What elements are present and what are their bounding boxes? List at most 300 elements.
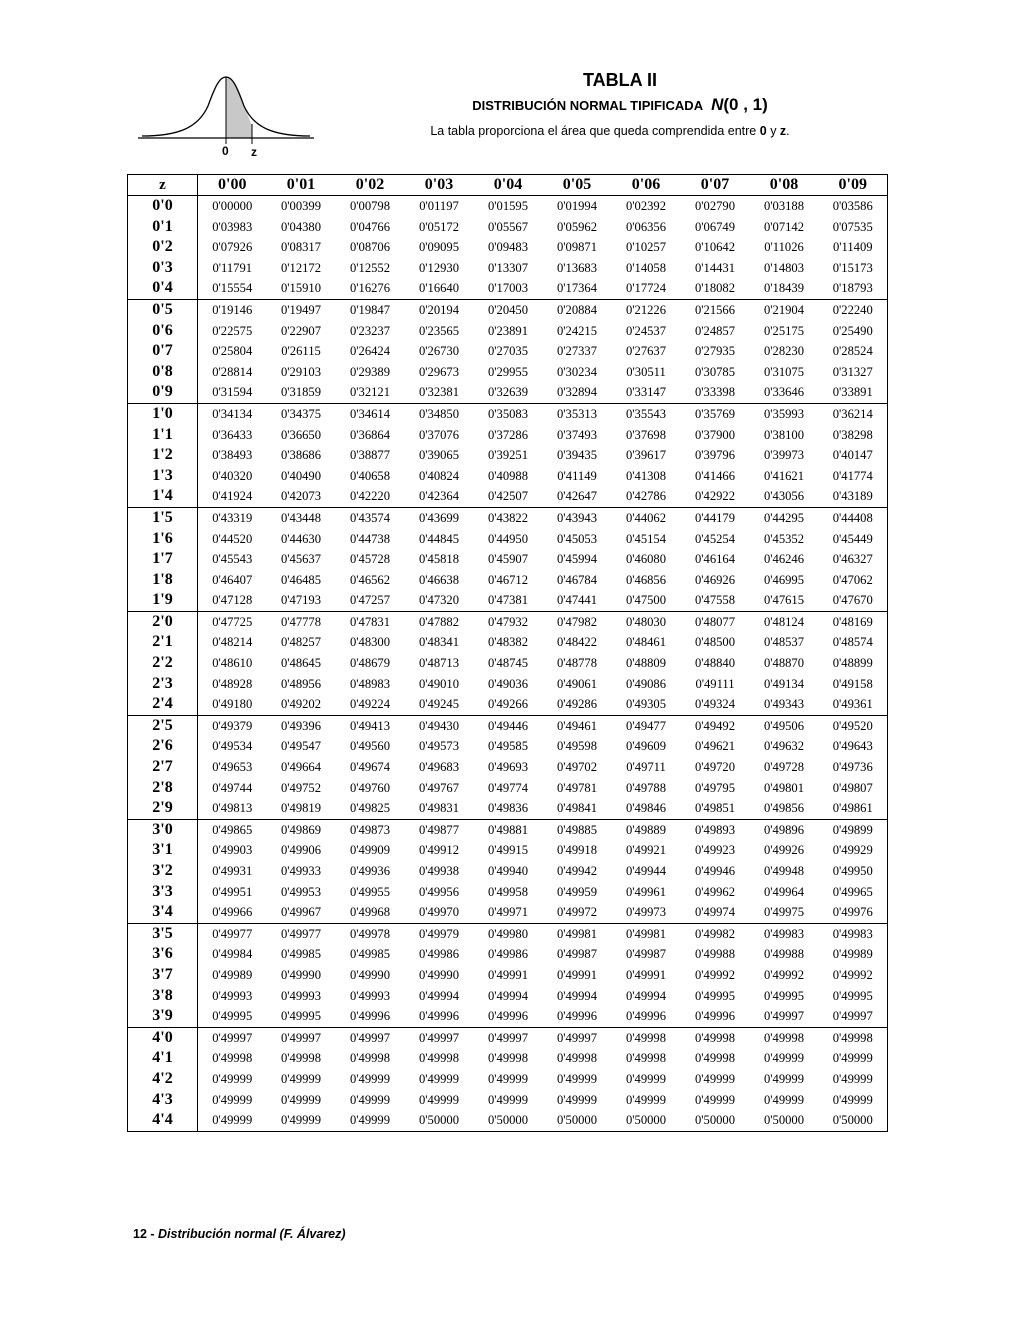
table-cell: 0'49996 bbox=[474, 1006, 543, 1027]
table-cell: 0'49903 bbox=[212, 843, 253, 858]
table-cell: 0'48124 bbox=[763, 614, 805, 629]
table-cell: 0'49906 bbox=[280, 843, 322, 858]
table-cell: 0'49909 bbox=[349, 843, 391, 858]
table-cell: 0'04380 bbox=[280, 219, 322, 234]
table-cell: 0'29389 bbox=[349, 364, 391, 379]
table-cell: 0'30785 bbox=[694, 364, 736, 379]
table-cell: 0'49889 bbox=[625, 822, 667, 837]
table-cell: 0'15173 bbox=[819, 258, 888, 279]
table-cell: 0'49693 bbox=[487, 760, 529, 775]
table-description bbox=[330, 124, 890, 138]
table-cell: 0'50000 bbox=[750, 1110, 819, 1131]
table-cell: 0'43056 bbox=[750, 486, 819, 507]
table-cell: 0'49997 bbox=[349, 1030, 391, 1045]
table-cell: 0'33147 bbox=[612, 382, 681, 403]
distribution-letter: N bbox=[711, 95, 724, 114]
table-row bbox=[128, 611, 888, 632]
table-cell: 0'49998 bbox=[625, 1051, 667, 1066]
table-cell: 0'47257 bbox=[336, 590, 405, 611]
table-cell: 0'15910 bbox=[267, 278, 336, 299]
table-cell: 0'49995 bbox=[819, 986, 888, 1007]
page-number: 12 bbox=[133, 1227, 147, 1241]
table-cell: 0'42220 bbox=[336, 486, 405, 507]
table-cell: 0'49573 bbox=[418, 739, 460, 754]
table-cell: 0'43943 bbox=[556, 510, 598, 525]
table-cell: 0'49944 bbox=[625, 864, 667, 878]
table-cell: 0'43822 bbox=[487, 510, 529, 525]
table-cell: 0'49982 bbox=[694, 926, 736, 941]
table-cell: 0'49955 bbox=[349, 884, 391, 899]
table-cell: 0'11409 bbox=[819, 237, 888, 258]
table-cell: 0'49973 bbox=[612, 902, 681, 923]
table-cell: 0'14431 bbox=[694, 260, 736, 275]
row-z-value: 3'2 bbox=[128, 861, 198, 882]
table-cell: 0'34614 bbox=[349, 406, 391, 421]
table-cell: 0'45449 bbox=[819, 529, 888, 550]
table-cell: 0'49993 bbox=[212, 988, 253, 1003]
table-cell: 0'49993 bbox=[280, 988, 322, 1003]
table-cell: 0'47062 bbox=[819, 570, 888, 591]
table-cell: 0'44845 bbox=[418, 531, 460, 546]
table-cell: 0'48077 bbox=[694, 614, 736, 629]
table-cell: 0'40658 bbox=[349, 468, 391, 483]
table-cell: 0'48679 bbox=[349, 656, 391, 671]
table-cell: 0'46485 bbox=[280, 572, 322, 587]
table-row bbox=[128, 736, 888, 757]
table-cell: 0'49985 bbox=[349, 947, 391, 962]
table-cell: 0'48713 bbox=[418, 656, 460, 671]
table-cell: 0'42647 bbox=[543, 486, 612, 507]
table-cell: 0'24857 bbox=[694, 323, 736, 338]
table-cell: 0'49520 bbox=[819, 715, 888, 736]
table-cell: 0'31075 bbox=[763, 364, 805, 379]
table-cell: 0'49995 bbox=[763, 988, 805, 1003]
table-cell: 0'03586 bbox=[819, 196, 888, 217]
table-cell: 0'24215 bbox=[556, 323, 598, 338]
table-cell: 0'49986 bbox=[487, 947, 529, 962]
table-cell: 0'49547 bbox=[280, 739, 322, 754]
table-cell: 0'08317 bbox=[280, 240, 322, 255]
table-cell: 0'49086 bbox=[625, 676, 667, 691]
table-cell: 0'49881 bbox=[487, 822, 529, 837]
normal-distribution-table bbox=[127, 174, 888, 1132]
table-cell: 0'49966 bbox=[198, 902, 267, 923]
row-z-value: 0'4 bbox=[128, 278, 198, 299]
table-row bbox=[128, 507, 888, 528]
row-z-value: 0'3 bbox=[128, 258, 198, 279]
table-cell: 0'49224 bbox=[336, 694, 405, 715]
table-cell: 0'46164 bbox=[694, 552, 736, 567]
table-cell: 0'49915 bbox=[487, 843, 529, 858]
table-cell: 0'46856 bbox=[625, 572, 667, 587]
table-cell: 0'23237 bbox=[349, 323, 391, 338]
table-cell: 0'49760 bbox=[349, 780, 391, 795]
table-cell: 0'32121 bbox=[336, 382, 405, 403]
table-cell: 0'02392 bbox=[625, 199, 667, 213]
table-row bbox=[128, 258, 888, 279]
row-z-value: 0'5 bbox=[128, 299, 198, 320]
table-cell: 0'49959 bbox=[556, 884, 598, 899]
table-cell: 0'46784 bbox=[556, 572, 598, 587]
table-cell: 0'48645 bbox=[280, 656, 322, 671]
table-cell: 0'49461 bbox=[556, 718, 598, 733]
table-cell: 0'49999 bbox=[487, 1092, 529, 1107]
table-row bbox=[128, 403, 888, 424]
table-cell: 0'49819 bbox=[267, 798, 336, 819]
table-cell: 0'48537 bbox=[763, 635, 805, 650]
table-cell: 0'48169 bbox=[819, 611, 888, 632]
shaded-area bbox=[226, 77, 252, 138]
table-cell: 0'17364 bbox=[543, 278, 612, 299]
table-cell: 0'49896 bbox=[763, 822, 805, 837]
page-subtitle bbox=[380, 95, 860, 115]
table-cell: 0'48745 bbox=[487, 656, 529, 671]
row-z-value: 1'0 bbox=[128, 403, 198, 424]
desc-b: z bbox=[779, 124, 787, 138]
table-cell: 0'47932 bbox=[487, 614, 529, 629]
row-z-value: 2'8 bbox=[128, 778, 198, 799]
table-cell: 0'48214 bbox=[212, 635, 253, 650]
table-cell: 0'49711 bbox=[626, 760, 666, 775]
row-z-value: 3'0 bbox=[128, 819, 198, 840]
table-cell: 0'49991 bbox=[625, 967, 667, 982]
table-cell: 0'49953 bbox=[280, 884, 322, 899]
table-cell: 0'49477 bbox=[625, 718, 667, 733]
table-cell: 0'10642 bbox=[694, 240, 736, 255]
row-z-value: 0'2 bbox=[128, 237, 198, 258]
table-row bbox=[128, 217, 888, 238]
table-cell: 0'48257 bbox=[280, 635, 322, 650]
page-footer bbox=[133, 1227, 346, 1241]
table-cell: 0'25804 bbox=[212, 344, 253, 359]
table-row bbox=[128, 590, 888, 611]
table-cell: 0'30234 bbox=[556, 364, 598, 379]
table-cell: 0'18439 bbox=[750, 278, 819, 299]
table-cell: 0'48778 bbox=[556, 656, 598, 671]
table-cell: 0'49938 bbox=[418, 864, 460, 878]
table-cell: 0'49846 bbox=[612, 798, 681, 819]
table-cell: 0'38100 bbox=[763, 427, 805, 442]
table-cell: 0'49379 bbox=[212, 718, 253, 733]
table-cell: 0'10257 bbox=[625, 240, 667, 255]
column-header: 0'05 bbox=[543, 175, 612, 196]
table-cell: 0'26730 bbox=[418, 344, 460, 359]
table-cell: 0'50000 bbox=[681, 1110, 750, 1131]
table-cell: 0'48422 bbox=[556, 635, 598, 650]
table-cell: 0'42364 bbox=[405, 486, 474, 507]
table-row bbox=[128, 674, 888, 695]
column-header: 0'09 bbox=[819, 175, 888, 196]
table-cell: 0'49585 bbox=[487, 739, 529, 754]
table-cell: 0'49286 bbox=[543, 694, 612, 715]
table-cell: 0'49995 bbox=[694, 988, 736, 1003]
table-cell: 0'46407 bbox=[212, 572, 253, 587]
row-z-value: 2'3 bbox=[128, 674, 198, 695]
table-cell: 0'44062 bbox=[625, 510, 667, 525]
column-header: 0'06 bbox=[612, 175, 681, 196]
table-cell: 0'49986 bbox=[418, 947, 460, 962]
table-row bbox=[128, 445, 888, 466]
table-cell: 0'39065 bbox=[418, 448, 460, 463]
table-cell: 0'49989 bbox=[212, 967, 253, 982]
table-cell: 0'48030 bbox=[625, 614, 667, 629]
table-cell: 0'49795 bbox=[694, 780, 736, 795]
table-row bbox=[128, 694, 888, 715]
table-cell: 0'22575 bbox=[212, 323, 253, 338]
table-cell: 0'49991 bbox=[556, 967, 598, 982]
table-row bbox=[128, 237, 888, 258]
table-cell: 0'49999 bbox=[280, 1092, 322, 1107]
table-cell: 0'49841 bbox=[543, 798, 612, 819]
table-row bbox=[128, 529, 888, 550]
table-row bbox=[128, 902, 888, 923]
table-row bbox=[128, 570, 888, 591]
table-cell: 0'49998 bbox=[625, 1030, 667, 1045]
table-cell: 0'49998 bbox=[694, 1051, 736, 1066]
table-cell: 0'41924 bbox=[198, 486, 267, 507]
subtitle-text: DISTRIBUCIÓN NORMAL TIPIFICADA bbox=[472, 98, 704, 113]
table-cell: 0'49998 bbox=[280, 1051, 322, 1066]
table-cell: 0'49974 bbox=[681, 902, 750, 923]
table-cell: 0'49266 bbox=[474, 694, 543, 715]
row-z-value: 4'3 bbox=[128, 1090, 198, 1111]
table-cell: 0'47558 bbox=[681, 590, 750, 611]
row-z-value: 3'8 bbox=[128, 986, 198, 1007]
table-cell: 0'49918 bbox=[556, 843, 598, 858]
table-cell: 0'48809 bbox=[625, 656, 667, 671]
table-cell: 0'47441 bbox=[543, 590, 612, 611]
table-cell: 0'49994 bbox=[418, 988, 460, 1003]
table-cell: 0'04766 bbox=[349, 219, 391, 234]
table-cell: 0'49970 bbox=[405, 902, 474, 923]
table-row bbox=[128, 840, 888, 861]
table-cell: 0'48928 bbox=[212, 676, 253, 691]
table-cell: 0'49997 bbox=[418, 1030, 460, 1045]
table-cell: 0'49978 bbox=[349, 926, 391, 941]
table-cell: 0'37900 bbox=[694, 427, 736, 442]
table-cell: 0'35993 bbox=[763, 406, 805, 421]
table-cell: 0'49962 bbox=[694, 884, 736, 899]
row-z-value: 3'6 bbox=[128, 944, 198, 965]
row-z-value: 1'1 bbox=[128, 425, 198, 446]
normal-curve-figure bbox=[138, 66, 314, 160]
table-cell: 0'49305 bbox=[612, 694, 681, 715]
table-cell: 0'20450 bbox=[487, 302, 529, 317]
table-cell: 0'49180 bbox=[198, 694, 267, 715]
table-cell: 0'20884 bbox=[556, 302, 598, 317]
table-cell: 0'49158 bbox=[819, 674, 888, 695]
table-cell: 0'29955 bbox=[487, 364, 529, 379]
table-cell: 0'49492 bbox=[694, 718, 736, 733]
row-z-value: 0'6 bbox=[128, 321, 198, 342]
table-cell: 0'49971 bbox=[474, 902, 543, 923]
table-cell: 0'49977 bbox=[212, 926, 253, 941]
desc-a: 0 bbox=[759, 124, 767, 138]
table-cell: 0'49807 bbox=[819, 778, 888, 799]
table-cell: 0'33398 bbox=[681, 382, 750, 403]
table-cell: 0'15554 bbox=[198, 278, 267, 299]
table-cell: 0'49992 bbox=[763, 967, 805, 982]
table-cell: 0'49851 bbox=[681, 798, 750, 819]
table-row bbox=[128, 466, 888, 487]
table-cell: 0'49998 bbox=[349, 1051, 391, 1066]
table-cell: 0'49998 bbox=[556, 1051, 598, 1066]
table-cell: 0'35313 bbox=[556, 406, 598, 421]
row-z-value: 4'4 bbox=[128, 1110, 198, 1131]
table-cell: 0'49983 bbox=[819, 923, 888, 944]
table-cell: 0'49998 bbox=[212, 1051, 253, 1066]
table-cell: 0'49861 bbox=[819, 798, 888, 819]
table-row bbox=[128, 1069, 888, 1090]
table-cell: 0'49856 bbox=[750, 798, 819, 819]
table-cell: 0'50000 bbox=[612, 1110, 681, 1131]
table-cell: 0'49202 bbox=[267, 694, 336, 715]
table-cell: 0'39796 bbox=[694, 448, 736, 463]
row-z-value: 3'4 bbox=[128, 902, 198, 923]
table-row bbox=[128, 715, 888, 736]
table-cell: 0'49774 bbox=[487, 780, 529, 795]
table-cell: 0'12930 bbox=[418, 260, 460, 275]
table-cell: 0'49996 bbox=[336, 1006, 405, 1027]
table-cell: 0'45818 bbox=[418, 552, 460, 567]
table-cell: 0'06749 bbox=[694, 219, 736, 234]
table-cell: 0'37076 bbox=[418, 427, 460, 442]
row-z-value: 3'1 bbox=[128, 840, 198, 861]
table-cell: 0'11791 bbox=[212, 260, 253, 275]
table-cell: 0'49926 bbox=[763, 843, 805, 858]
table-cell: 0'13307 bbox=[487, 260, 529, 275]
table-cell: 0'49720 bbox=[694, 760, 736, 775]
table-cell: 0'49990 bbox=[418, 967, 460, 982]
table-cell: 0'49999 bbox=[625, 1071, 667, 1086]
table-cell: 0'49430 bbox=[418, 718, 460, 733]
table-cell: 0'49999 bbox=[694, 1071, 736, 1086]
table-cell: 0'16640 bbox=[405, 278, 474, 299]
table-row bbox=[128, 778, 888, 799]
table-cell: 0'49984 bbox=[212, 947, 253, 962]
table-cell: 0'48870 bbox=[763, 656, 805, 671]
table-cell: 0'37493 bbox=[556, 427, 598, 442]
table-row bbox=[128, 861, 888, 882]
table-cell: 0'49994 bbox=[625, 988, 667, 1003]
table-cell: 0'49609 bbox=[625, 739, 667, 754]
column-header: 0'08 bbox=[750, 175, 819, 196]
table-cell: 0'39435 bbox=[556, 448, 598, 463]
table-cell: 0'38298 bbox=[819, 425, 888, 446]
table-cell: 0'49999 bbox=[418, 1092, 460, 1107]
table-cell: 0'49361 bbox=[819, 694, 888, 715]
table-cell: 0'49997 bbox=[487, 1030, 529, 1045]
row-z-value: 4'0 bbox=[128, 1027, 198, 1048]
table-cell: 0'49801 bbox=[763, 780, 805, 795]
table-cell: 0'49869 bbox=[280, 822, 322, 837]
table-cell: 0'36650 bbox=[280, 427, 322, 442]
table-cell: 0'49877 bbox=[418, 822, 460, 837]
table-cell: 0'09483 bbox=[487, 240, 529, 255]
table-cell: 0'49921 bbox=[625, 843, 667, 858]
table-row bbox=[128, 1027, 888, 1048]
table-cell: 0'49999 bbox=[212, 1071, 253, 1086]
row-z-value: 0'0 bbox=[128, 196, 198, 217]
table-cell: 0'49999 bbox=[349, 1092, 391, 1107]
table-cell: 0'36433 bbox=[212, 427, 253, 442]
table-cell: 0'11026 bbox=[764, 240, 804, 255]
table-cell: 0'45053 bbox=[556, 531, 598, 546]
table-cell: 0'29103 bbox=[280, 364, 322, 379]
table-row bbox=[128, 632, 888, 653]
table-cell: 0'49010 bbox=[418, 676, 460, 691]
table-cell: 0'47193 bbox=[267, 590, 336, 611]
row-z-value: 1'8 bbox=[128, 570, 198, 591]
table-cell: 0'49994 bbox=[556, 988, 598, 1003]
table-cell: 0'44295 bbox=[763, 510, 805, 525]
table-cell: 0'49987 bbox=[556, 947, 598, 962]
footer-text: Distribución normal (F. Álvarez) bbox=[158, 1227, 346, 1241]
table-cell: 0'39617 bbox=[625, 448, 667, 463]
table-row bbox=[128, 382, 888, 403]
table-cell: 0'47982 bbox=[556, 614, 598, 629]
table-cell: 0'16276 bbox=[336, 278, 405, 299]
table-cell: 0'50000 bbox=[405, 1110, 474, 1131]
table-cell: 0'49674 bbox=[349, 760, 391, 775]
table-cell: 0'48341 bbox=[418, 635, 460, 650]
table-row bbox=[128, 944, 888, 965]
table-cell: 0'39251 bbox=[487, 448, 529, 463]
table-cell: 0'49999 bbox=[763, 1051, 805, 1066]
table-cell: 0'49940 bbox=[487, 864, 529, 878]
table-cell: 0'49999 bbox=[556, 1071, 598, 1086]
row-z-value: 2'4 bbox=[128, 694, 198, 715]
table-cell: 0'49836 bbox=[474, 798, 543, 819]
table-cell: 0'50000 bbox=[474, 1110, 543, 1131]
table-cell: 0'49396 bbox=[280, 718, 322, 733]
table-cell: 0'49446 bbox=[487, 718, 529, 733]
table-cell: 0'49998 bbox=[487, 1051, 529, 1066]
table-cell: 0'47778 bbox=[280, 614, 322, 629]
table-cell: 0'49643 bbox=[819, 736, 888, 757]
table-cell: 0'45907 bbox=[487, 552, 529, 567]
table-cell: 0'49111 bbox=[695, 676, 735, 691]
table-cell: 0'49967 bbox=[267, 902, 336, 923]
table-cell: 0'50000 bbox=[543, 1110, 612, 1131]
table-cell: 0'35543 bbox=[625, 406, 667, 421]
table-cell: 0'47320 bbox=[405, 590, 474, 611]
table-cell: 0'03188 bbox=[763, 199, 805, 213]
table-cell: 0'49968 bbox=[336, 902, 405, 923]
table-cell: 0'49948 bbox=[763, 864, 805, 878]
table-cell: 0'40320 bbox=[212, 468, 253, 483]
table-cell: 0'48610 bbox=[212, 656, 253, 671]
table-cell: 0'45728 bbox=[349, 552, 391, 567]
table-cell: 0'49991 bbox=[487, 967, 529, 982]
table-cell: 0'01994 bbox=[556, 199, 598, 213]
distribution-params: (0 , 1) bbox=[723, 95, 768, 114]
table-cell: 0'27337 bbox=[556, 344, 598, 359]
table-cell: 0'49951 bbox=[212, 884, 253, 899]
table-cell: 0'31327 bbox=[819, 362, 888, 383]
row-z-value: 2'2 bbox=[128, 653, 198, 674]
table-cell: 0'45637 bbox=[280, 552, 322, 567]
table-cell: 0'23891 bbox=[487, 323, 529, 338]
table-cell: 0'03983 bbox=[212, 219, 253, 234]
table-cell: 0'49923 bbox=[694, 843, 736, 858]
table-cell: 0'49988 bbox=[694, 947, 736, 962]
table-cell: 0'22907 bbox=[280, 323, 322, 338]
table-cell: 0'00798 bbox=[349, 199, 391, 213]
table-cell: 0'49999 bbox=[819, 1090, 888, 1111]
table-cell: 0'18793 bbox=[819, 278, 888, 299]
table-row bbox=[128, 923, 888, 944]
